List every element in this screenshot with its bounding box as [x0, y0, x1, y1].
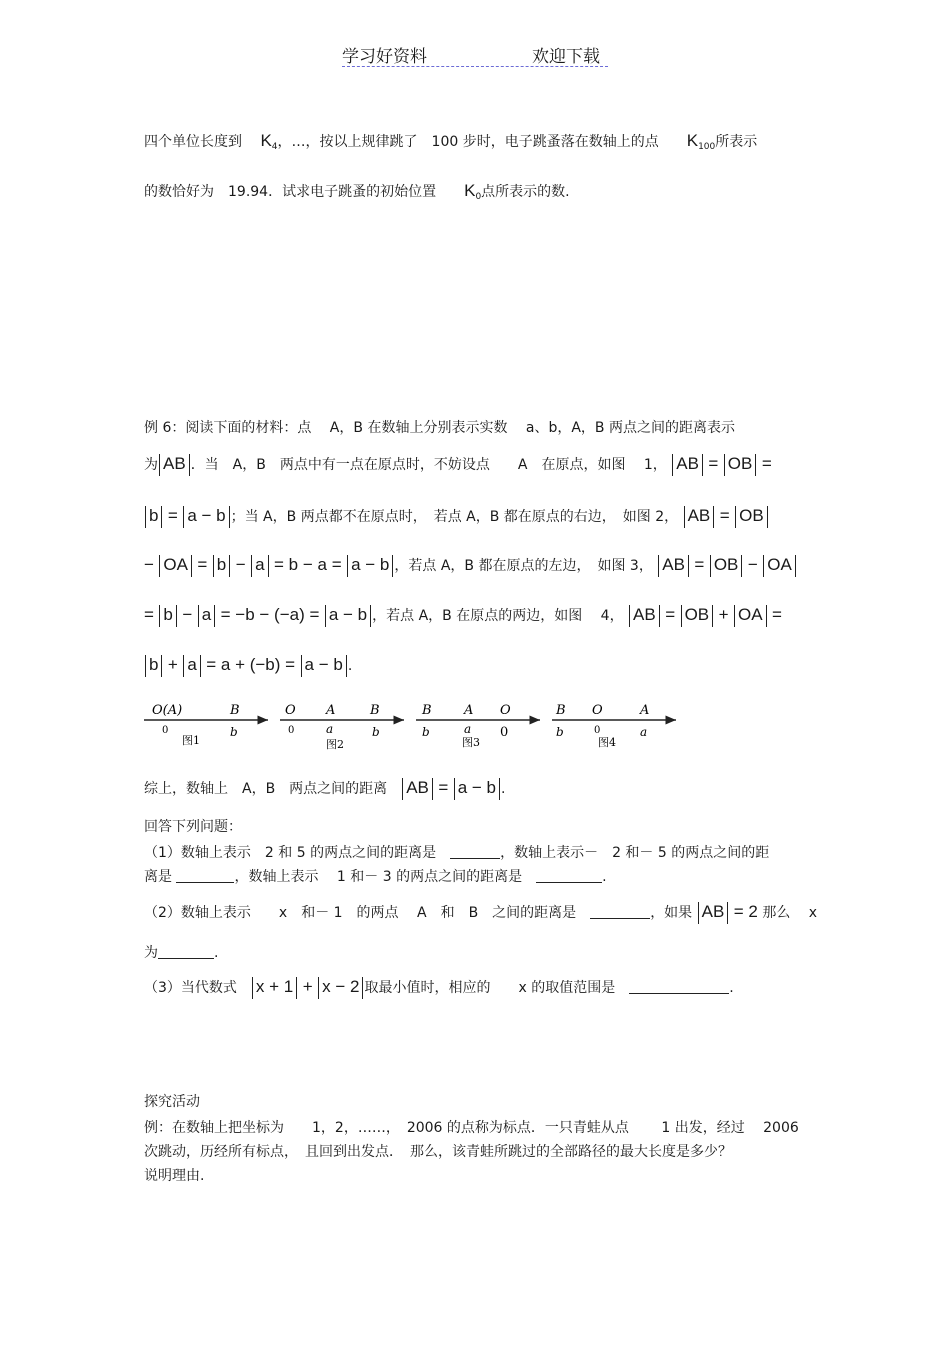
answer-blank[interactable]: [176, 868, 234, 883]
fig1-label-O: O(A): [152, 703, 183, 718]
example6-line-2: 为 AB ．当 A，B 两点中有一点在原点时，不妨设点 A 在原点，如图 1， AB = OB =: [144, 454, 772, 476]
fig2-label-O: O: [285, 703, 296, 718]
page-header: [342, 40, 608, 67]
explore-line-3: 说明理由.: [144, 1168, 205, 1184]
figure-1: [144, 703, 268, 747]
fig1-value-b: b: [230, 725, 238, 739]
answer-blank[interactable]: [450, 844, 500, 859]
figure-4: [552, 703, 676, 749]
fig1-value-0: 0: [162, 725, 169, 736]
fig3-label-O: O: [500, 703, 511, 718]
fig2-value-b: b: [372, 725, 380, 739]
fig2-label-B: B: [370, 703, 380, 718]
figure-2: [280, 703, 404, 751]
fig4-label-B: B: [556, 703, 566, 718]
example6-line-1: 例 6：阅读下面的材料：点 A，B 在数轴上分别表示实数 a、b，A，B 两点之间的距离表示: [144, 420, 735, 436]
fig2-value-a: a: [326, 722, 334, 736]
fig4-label-A: A: [640, 703, 650, 718]
figure-3: [416, 703, 540, 749]
explore-line-2: 次跳动，历经所有标点， 且回到出发点． 那么，该青蛙所跳过的全部路径的最大长度是多少？: [144, 1144, 732, 1160]
fig4-value-0: 0: [594, 725, 601, 736]
fig2-caption: 图2: [326, 738, 344, 751]
problem-text-line-2: 的数恰好为 19.94．试求电子跳蚤的初始位置 $K_0$点所表示的数.: [144, 181, 570, 202]
header-right: 欢迎下载: [532, 47, 600, 67]
example6-line-6: b + a = a + (−b) = a − b .: [144, 655, 352, 677]
fig1-label-B: B: [230, 703, 240, 718]
fig4-value-b: b: [556, 725, 564, 739]
fig2-label-A: A: [326, 703, 336, 718]
question-1-line-2: 离是 ，数轴上表示 1 和－ 3 的两点之间的距离是 .: [144, 869, 607, 885]
explore-title: 探究活动: [144, 1094, 200, 1110]
problem-text-line-1: 四个单位长度到 $K_4$，…，按以上规律跳了 100 步时，电子跳蚤落在数轴上的点 $K_{100}$所表示: [144, 131, 758, 152]
answer-blank[interactable]: [629, 979, 729, 994]
fig3-caption: 图3: [462, 736, 480, 749]
question-3-line: （3）当代数式 x + 1 + x − 2 取最小值时，相应的 x 的取值范围是 .: [144, 977, 734, 999]
example6-line-4: − OA = b − a = b − a = a − b ，若点 A，B 都在原点的左边， 如图 3， AB = OB − OA: [144, 555, 797, 577]
header-left: 学习好资料: [342, 47, 427, 67]
fig4-label-O: O: [592, 703, 603, 718]
answer-blank[interactable]: [590, 904, 650, 919]
example6-line-5: = b − a = −b − (−a) = a − b ，若点 A，B 在原点的两边，如图 4， AB = OB + OA =: [144, 605, 782, 627]
fig3-value-0: 0: [500, 725, 509, 740]
summary-line: 综上，数轴上 A，B 两点之间的距离 AB = a − b .: [144, 778, 505, 800]
fig4-caption: 图4: [598, 736, 616, 749]
fig3-value-b: b: [422, 725, 430, 739]
fig4-value-a: a: [640, 725, 648, 739]
question-2-line-2: 为 .: [144, 945, 219, 961]
questions-intro: 回答下列问题：: [144, 819, 242, 835]
example6-line-3: b = a − b ；当 A，B 两点都不在原点时， 若点 A，B 都在原点的右边， 如图 2， AB = OB: [144, 506, 769, 528]
fig2-value-0: 0: [288, 725, 295, 736]
question-2-line-1: （2）数轴上表示 x 和－ 1 的两点 A 和 B 之间的距离是 ，如果 AB = 2 那么 x: [144, 902, 817, 924]
fig1-caption: 图1: [182, 734, 200, 747]
fig3-label-A: A: [464, 703, 474, 718]
answer-blank[interactable]: [158, 944, 214, 959]
explore-line-1: 例：在数轴上把坐标为 1，2，……， 2006 的点称为标点．一只青蛙从点 1 出发，经过 2006: [144, 1120, 799, 1136]
answer-blank[interactable]: [536, 868, 602, 883]
fig3-value-a: a: [464, 722, 472, 736]
fig3-label-B: B: [422, 703, 432, 718]
number-line-figures: [144, 698, 684, 754]
question-1-line-1: （1）数轴上表示 2 和 5 的两点之间的距离是 ，数轴上表示－ 2 和－ 5 的两点之间的距: [144, 845, 770, 861]
